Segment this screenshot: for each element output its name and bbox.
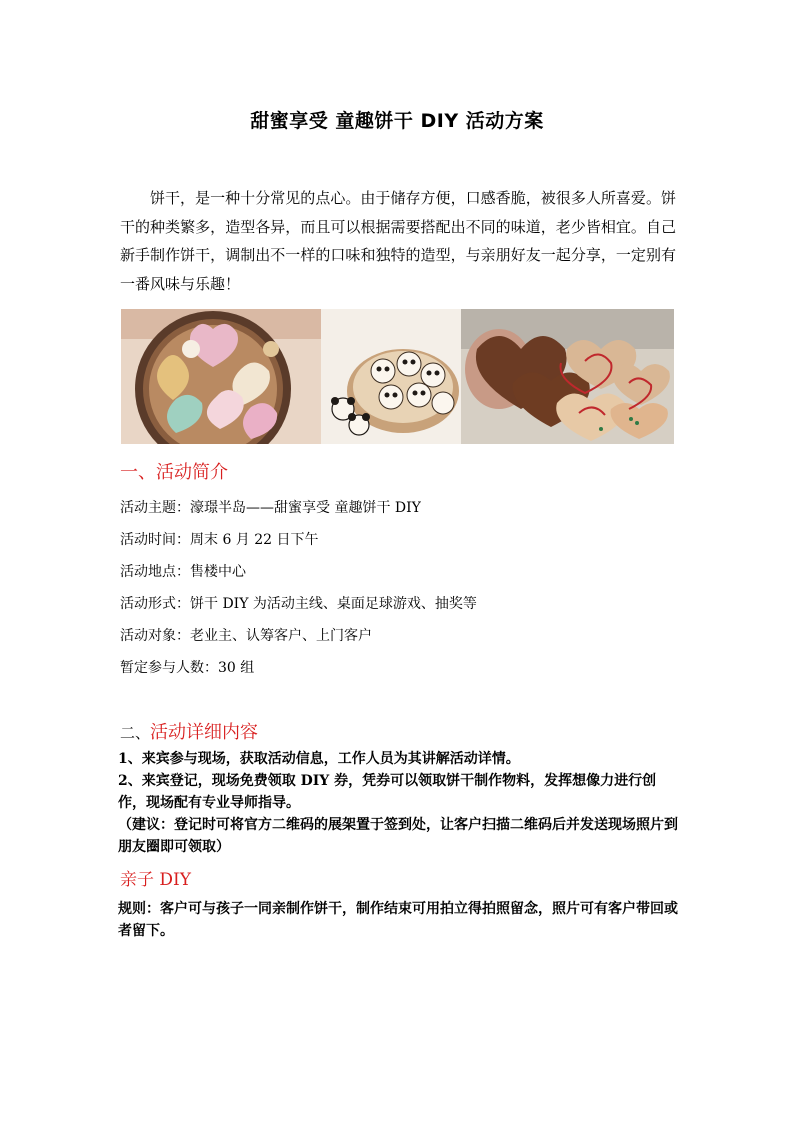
photo-strip [121, 309, 674, 444]
heart-cookies-photo [461, 309, 674, 444]
section3-heading: 亲子 DIY [120, 870, 191, 890]
section1-heading: 一、活动简介 [120, 462, 228, 483]
info-theme: 活动主题：濠璟半岛——甜蜜享受 童趣饼干 DIY [120, 500, 421, 516]
detail-item-1: 1、来宾参与现场，获取活动信息，工作人员为其讲解活动详情。 [118, 751, 520, 767]
activity-info-list [120, 498, 676, 690]
panda-cookies-photo [321, 309, 461, 444]
parent-child-rule: 规则：客户可与孩子一同亲制作饼干，制作结束可用拍立得拍照留念，照片可有客户带回或者留下。 [118, 901, 678, 939]
section2-heading-text: 活动详细内容 [150, 722, 259, 743]
info-participants: 暂定参与人数：30 组 [120, 660, 255, 676]
detail-item-2: 2、来宾登记，现场免费领取 DIY 券，凭券可以领取饼干制作物料，发挥想像力进行创作，现场配有专业导师指导。 [118, 773, 657, 811]
details-list [118, 748, 678, 858]
document-title: 甜蜜享受 童趣饼干 DIY 活动方案 [250, 110, 544, 132]
info-format: 活动形式：饼干 DIY 为活动主线、桌面足球游戏、抽奖等 [120, 596, 477, 612]
info-time: 活动时间：周末 6 月 22 日下午 [120, 532, 319, 548]
info-audience: 活动对象：老业主、认筹客户、上门客户 [120, 628, 372, 644]
section2-heading [120, 718, 258, 744]
intro-paragraph: 饼干，是一种十分常见的点心。由于储存方便，口感香脆，被很多人所喜爱。饼干的种类繁多，造型各异，而且可以根据需要搭配出不同的味道，老少皆相宜。自己新手制作饼干，调制出不一样的口味和独特的造型，与亲朋好友一起分享，一定别有一番风味与乐趣！ [120, 189, 676, 293]
section2-heading-number: 二、 [120, 724, 151, 742]
info-location: 活动地点：售楼中心 [120, 564, 246, 580]
decorated-cookies-tray-photo [121, 309, 321, 444]
detail-suggestion: （建议：登记时可将官方二维码的展架置于签到处，让客户扫描二维码后并发送现场照片到朋友圈即可领取） [118, 817, 678, 855]
